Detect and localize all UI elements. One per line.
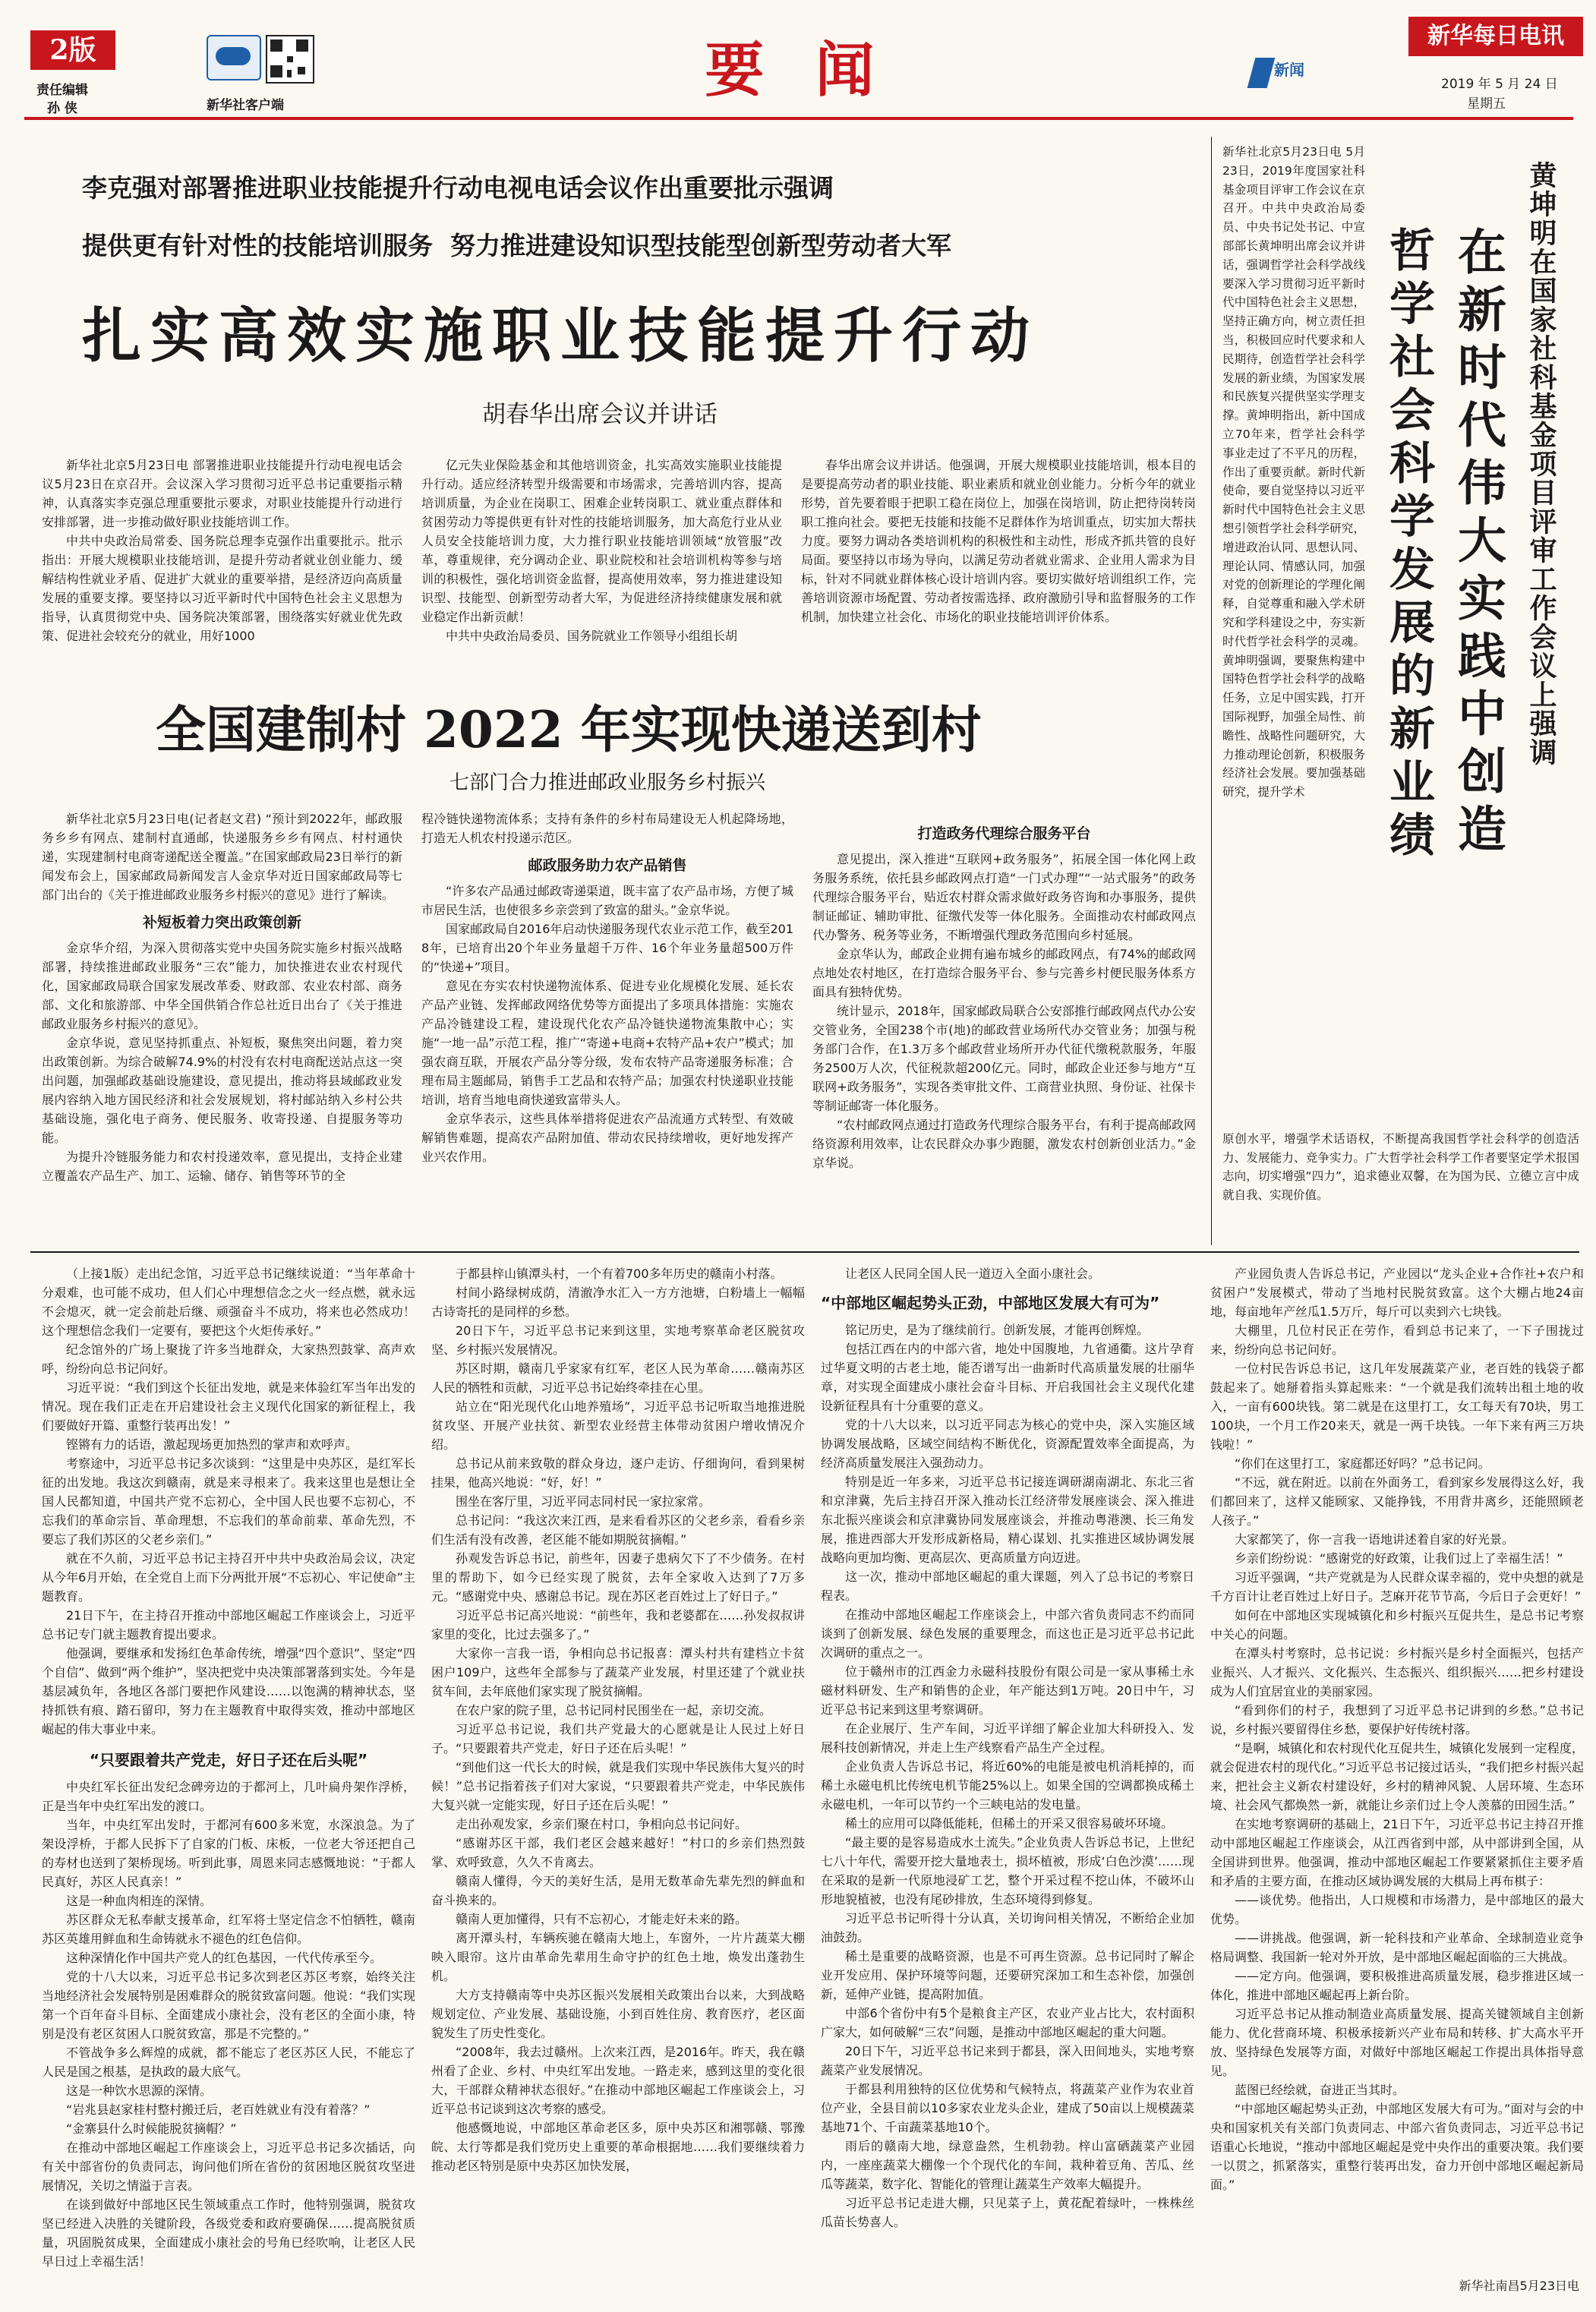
- paper-name: 新华每日电讯: [1427, 23, 1564, 49]
- sidebar-divider: [1211, 137, 1212, 1245]
- paragraph: 大棚里，几位村民正在劳作，看到总书记来了，一下子围拢过来，纷纷向总书记问好。: [1210, 1323, 1584, 1357]
- paragraph: 中部6个省份中有5个是粮食主产区，农业产业占比大，农村面积广家大，如何破解“三农”问题，是推动中部地区崛起的重大问题。: [821, 2006, 1194, 2039]
- paragraph: 乡亲们纷纷说：“感谢党的好政策，让我们过上了幸福生活！”: [1235, 1551, 1563, 1566]
- paragraph: 当年，中央红军出发时，于都河有600多米宽，水深浪急。为了架设浮桥，于都人民拆下了自家的门板、床板，一位老大爷还把自己的寿材也送到了架桥现场。听到此事，周恩来同志感慨地说：“于都人民真好，苏区人民真亲！”: [42, 1818, 415, 1889]
- article2-subhead: 七部门合力推进邮政业服务乡村振兴: [449, 771, 765, 794]
- paragraph: 位于赣州市的江西金力永磁科技股份有限公司是一家从事稀土永磁材料研发、生产和销售的企业，年产能达到1万吨。20日中午，习近平总书记来到这里考察调研。: [821, 1664, 1194, 1717]
- paragraph: 习近平总书记说，我们共产党最大的心愿就是让人民过上好日子。“只要跟着共产党走，好日子还在后头呢！”: [431, 1722, 805, 1755]
- editor-name: 孙 侠: [47, 101, 77, 116]
- paragraph: 围坐在客厅里，习近平同志同村民一家拉家常。: [456, 1494, 711, 1509]
- section-subtitle: 补短板着力突出政策创新: [142, 914, 301, 931]
- paragraph: “金寨县什么时候能脱贫摘帽？”: [66, 2121, 237, 2136]
- paragraph: 中共中央政治局常委、国务院总理李克强作出重要批示。批示指出：开展大规模职业技能培训，是提升劳动者就业创业能力、缓解结构性就业矛盾、促进扩大就业的重要举措，是经济迈向高质量发展的重要支撑。要坚持以习近平新时代中国特色社会主义思想为指导，认真贯彻党中央、国务院决策部署，围绕落实好就业优先政策、促进社会较充分的就业，用好1000: [42, 534, 402, 643]
- paragraph: 离开潭头村，车辆疾驰在赣南大地上，车窗外，一片片蔬菜大棚映入眼帘。这片由革命先辈用生命守护的红色土地，焕发出蓬勃生机。: [431, 1931, 805, 1983]
- paragraph: 金京华表示，这些具体举措将促进农产品流通方式转型、有效破解销售难题，提高农产品附加值、带动农民持续增收，更好地发挥产业兴农作用。: [421, 1112, 793, 1164]
- section-subtitle: “只要跟着共产党走，好日子还在后头呢”: [89, 1751, 368, 1769]
- paragraph: 纪念馆外的广场上聚拢了许多当地群众，大家热烈鼓掌、高声欢呼，纷纷向总书记问好。: [42, 1342, 415, 1376]
- lead-column-3: [801, 456, 1196, 661]
- paragraph: “是啊，城镇化和农村现代化互促共生，城镇化发展到一定程度，就会促进农村的现代化。”习近平总书记接过话头，“我们把乡村振兴起来，把社会主义新农村建设好，乡村的精神风貌、人居环境、生态环境、社会风气都焕然一新，就能让乡亲们过上令人羡慕的田园生活。”: [1210, 1741, 1584, 1812]
- article2-column-1: [42, 809, 402, 1245]
- paragraph: 稀土的应用可以降低能耗，但稀土的开采又很容易破坏环境。: [845, 1816, 1174, 1831]
- paragraph: “农村邮政网点通过打造政务代理综合服务平台，有利于提高邮政网络资源利用效率，让农民群众办事少跑腿，激发农村创新创业活力。”金京华说。: [812, 1118, 1196, 1170]
- paragraph: 不管战争多么辉煌的成就，都不能忘了老区苏区人民，不能忘了人民是国之根基，是执政的最大底气。: [42, 2045, 415, 2079]
- paragraph: 铿锵有力的话语，激起现场更加热烈的掌声和欢呼声。: [66, 1437, 358, 1452]
- lead-column-1: [42, 456, 402, 683]
- paragraph: 为提升冷链服务能力和农村投递效率，意见提出，支持企业建立覆盖农产品生产、加工、运输、储存、销售等环节的全: [42, 1150, 402, 1183]
- news-logo-icon: [1251, 53, 1320, 93]
- xinhua-logo-icon: [207, 35, 261, 80]
- paragraph: 村间小路绿树成荫，清澈净水汇入一方方池塘，白粉墙上一幅幅古诗寄托的是同样的乡愁。: [431, 1285, 805, 1319]
- paragraph: 苏区时期，赣南几乎家家有红军，老区人民为革命……赣南苏区人民的牺牲和贡献，习近平总书记始终牵挂在心里。: [431, 1361, 805, 1395]
- paragraph: 亿元失业保险基金和其他培训资金，扎实高效实施职业技能提升行动。适应经济转型升级需要和市场需求，完善培训内容，提高培训质量，为企业在岗职工、困难企业转岗职工、就业重点群体和贫困劳动力等提供更有针对性的技能培训服务，加大高危行业从业人员安全技能培训力度，大力推行职业技能培训领域“放管服”改革，尊重规律，充分调动企业、职业院校和社会培训机构等参与培训的积极性，强化培训资金监督，提高使用效率，努力推进建设知识型、技能型、创新型劳动者大军，为促进经济持续健康发展和就业稳定作出新贡献！: [421, 458, 782, 624]
- paragraph: 一位村民告诉总书记，这几年发展蔬菜产业，老百姓的钱袋子都鼓起来了。她掰着指头算起账来：“一个就是我们流转出租土地的收入，一亩有600块钱。第二就是在这里打工，女工每天有70块，男工100块，一个月工作20来天，就是一两千块钱。一年下来有两三万块钱啦！”: [1210, 1361, 1584, 1452]
- paragraph: 包括江西在内的中部六省，地处中国腹地，九省通衢。这片孕育过华夏文明的古老土地，能否谱写出一曲新时代高质量发展的壮丽华章，对实现全面建成小康社会奋斗目标、开启我国社会主义现代化建设新征程具有十分重要的意义。: [821, 1342, 1194, 1413]
- article2-column-3: [812, 809, 1196, 1245]
- masthead: [0, 0, 1596, 114]
- section-subtitle: 打造政务代理综合服务平台: [917, 825, 1091, 842]
- client-logo-text: 新华社客户端: [207, 98, 284, 113]
- sidebar-headline-1: 在新时代伟大实践中创造: [1449, 226, 1506, 861]
- paragraph: “2008年，我去过赣州。上次来江西，是2016年。昨天，我在赣州看了企业、乡村、中央红军出发地。一路走来，感到这里的变化很大，干部群众精神状态很好。”在推动中部地区崛起工作座谈会上，习近平总书记谈到这次考察的感受。: [431, 2045, 805, 2116]
- paragraph: ——定方向。他强调，要积极推进高质量发展，稳步推进区域一体化，推进中部地区崛起再上新台阶。: [1210, 1969, 1584, 2002]
- paragraph: 这一次，推动中部地区崛起的重大课题，列入了总书记的考察日程表。: [821, 1569, 1194, 1603]
- paragraph: 他强调，要继承和发扬红色革命传统，增强“四个意识”、坚定“四个自信”、做到“两个维护”，坚决把党中央决策部署落到实处。今年是基层减负年，各地区各部门要把作风建设……以饱满的精神状态，坚持抓铁有痕、踏石留印，努力在主题教育中取得实效，推动中部地区崛起的伟大事业中来。: [42, 1646, 415, 1736]
- sidebar-headline-2: 哲学社会科学发展的新业绩: [1382, 226, 1435, 864]
- masthead-rule: [24, 117, 1573, 120]
- paragraph: 原创水平，增强学术话语权，不断提高我国哲学社会科学的创造活力、发展能力、竞争实力。广大哲学社会科学工作者要坚定学术报国志向，切实增强“四力”，追求德业双馨，在为国为民、立德立言中成就自我、实现价值。: [1222, 1132, 1579, 1202]
- paragraph: 稀土是重要的战略资源，也是不可再生资源。总书记同时了解企业开发应用、保护环境等问题，还要研究深加工和生态补偿，加强创新，延伸产业链，提高附加值。: [821, 1949, 1194, 2001]
- paragraph: “许多农产品通过邮政寄递渠道，既丰富了农产品市场，方便了城市居民生活，也使很多乡亲尝到了致富的甜头。”金京华说。: [421, 884, 793, 917]
- paragraph: 企业负责人告诉总书记，将近60%的电能是被电机消耗掉的，而稀土永磁电机比传统电机节能25%以上。如果全国的空调都换成稀土永磁电机，一年可以节约一个三峡电站的发电量。: [821, 1759, 1194, 1812]
- paragraph: 走出孙观发家，乡亲们聚在村口，争相向总书记问好。: [456, 1817, 748, 1831]
- section-divider: [30, 1251, 1579, 1253]
- paragraph: 习近平强调，“共产党就是为人民群众谋幸福的，党中央想的就是千方百计让老百姓过上好日子。芝麻开花节节高，今后日子会更好！”: [1210, 1570, 1584, 1604]
- lead-kicker-1: 李克强对部署推进职业技能提升行动电视电话会议作出重要批示强调: [82, 173, 834, 203]
- paragraph: 金京华说，意见坚持抓重点、补短板，聚焦突出问题，着力突出政策创新。为综合破解74.9%的村没有农村电商配送站点这一突出问题，加强邮政基础设施建设，意见提出，推动将县域邮政业发展内容纳入地方国民经济和社会发展规划，将村邮站纳入乡村公共基础设施，强化电子商务、便民服务、收寄投递、自提服务等功能。: [42, 1036, 402, 1145]
- paragraph: 这是一种饮水思源的深情。: [66, 2083, 213, 2098]
- article2-headline: 全国建制村 2022 年实现快递送到村: [156, 700, 982, 759]
- paragraph: 中央红军长征出发纪念碑旁边的于都河上，几叶扁舟架作浮桥，正是当年中央红军出发的渡口。: [42, 1780, 415, 1813]
- paragraph: 习近平总书记高兴地说：“前些年，我和老婆都在……孙发叔叔讲家里的变化，比过去强多了。”: [431, 1608, 805, 1642]
- paragraph: 党的十八大以来，习近平总书记多次到老区苏区考察，始终关注当地经济社会发展特别是困难群众的脱贫致富问题。他说：“我们实现第一个百年奋斗目标、全面建成小康社会，没有老区的全面小康，特别是没有老区贫困人口脱贫致富，那是不完整的。”: [42, 1970, 415, 2041]
- lead-kicker-2: 提供更有针对性的技能培训服务 努力推进建设知识型技能型创新型劳动者大军: [82, 231, 951, 260]
- paragraph: 就在不久前，习近平总书记主持召开中共中央政治局会议，决定从今年6月开始，在全党自上而下分两批开展“不忘初心、牢记使命”主题教育。: [42, 1551, 415, 1604]
- paragraph: 意见在夯实农村快递物流体系、促进专业化规模化发展、延长农产品产业链、发挥邮政网络优势等方面提出了多项具体措施：实施农产品冷链建设工程，建设现代化农产品冷链快递物流集散中心；实施“一地一品”示范工程，推广“寄递+电商+农特产品+农户”模式；加强农商互联，开展农产品分等分级，发布农特产品寄递服务标准；合理布局主题邮局，销售手工艺品和农特产品；加强农村快递职业技能培训，培育当地电商快递致富带头人。: [421, 979, 793, 1107]
- sidebar-title: 黄坤明在国家社科基金项目评审工作会议上强调: [1525, 161, 1557, 767]
- paragraph: ——讲挑战。他强调，新一轮科技和产业革命、全球制造业竞争格局调整、我国新一轮对外开放，是中部地区崛起面临的三大挑战。: [1210, 1931, 1584, 1964]
- paragraph: 新华社北京5月23日电 5月23日，2019年度国家社科基金项目评审工作会议在京召开。中共中央政治局委员、中央书记处书记、中宣部部长黄坤明出席会议并讲话，强调哲学社会科学战线要深入学习贯彻习近平新时代中国特色社会主义思想，坚持正确方向，树立责任担当，积极回应时代要求和人民期待，创造哲学社会科学发展的新业绩，为国家发展和民族复兴提供坚实学理支撑。黄坤明指出，新中国成立70年来，哲学社会科学事业走过了不平凡的历程，作出了重要贡献。新时代新使命，要自觉坚持以习近平新时代中国特色社会主义思想引领哲学社会科学研究，增进政治认同、思想认同、理论认同、情感认同，加强对党的创新理论的学理化阐释，自觉尊重和融入学术研究和学科建设之中，夯实新时代哲学社会科学的灵魂。黄坤明强调，要聚焦构建中国特色哲学社会科学的战略任务，立足中国实践，打开国际视野，加强全局性、前瞻性、战略性问题研究，大力推动理论创新，积极服务经济社会发展。要加强基础研究，提升学术: [1222, 145, 1365, 800]
- paragraph: 习近平总书记听得十分认真，关切询问相关情况，不断给企业加油鼓劲。: [821, 1911, 1194, 1945]
- paragraph: “中部地区崛起势头正劲，中部地区发展大有可为。”面对与会的中央和国家机关有关部门负责同志、中部六省负责同志，习近平总书记语重心长地说，“推动中部地区崛起是党中央作出的重要决策。我们要一以贯之，抓紧落实，重整行装再出发，奋力开创中部地区崛起新局面。”: [1210, 2102, 1584, 2192]
- paragraph: 意见提出，深入推进“互联网+政务服务”，拓展全国一体化网上政务服务系统，依托县乡邮政网点打造“一门式办理”“一站式服务”的政务代理综合服务平台，贴近农村群众需求做好政务咨询和办事服务，提供制证邮证、辅助审批、征缴代发等一体化服务。全面推动农村邮政网点代办警务、税务等业务，不断增强代理政务范围向乡村延展。: [812, 852, 1196, 942]
- paragraph: 他感慨地说，中部地区革命老区多，原中央苏区和湘鄂赣、鄂豫皖、太行等都是我们党历史上重要的革命根据地……我们要继续着力推动老区特别是原中央苏区加快发展，: [431, 2121, 805, 2173]
- paragraph: 20日下午，习近平总书记来到这里，实地考察革命老区脱贫攻坚、乡村振兴发展情况。: [431, 1323, 805, 1357]
- paragraph: 产业园负责人告诉总书记，产业园以“龙头企业+合作社+农户和贫困户”发展模式，带动了当地村民脱贫致富。这个大棚占地24亩地，每亩地年产丝瓜1.5万斤，每斤可以卖到六七块钱。: [1210, 1266, 1584, 1319]
- paragraph: 大家你一言我一语，争相向总书记报喜：潭头村共有建档立卡贫困户109户，这些年全部参与了蔬菜产业发展，村里还建了个就业扶贫车间，去年底他们家实现了脱贫摘帽。: [431, 1646, 805, 1699]
- paragraph: （上接1版）走出纪念馆，习近平总书记继续说道：“当年革命十分艰难，也可能不成功，但人们心中理想信念之火一经点燃，就永远不会熄灭，就一定会前赴后继、顽强奋斗不成功，将来也必然成功！这个理想信念我们一定要有，要把这个火炬传承好。”: [42, 1266, 415, 1338]
- paragraph: 蓝图已经绘就，奋进正当其时。: [1235, 2083, 1405, 2097]
- paragraph: 在农户家的院子里，总书记同村民围坐在一起，亲切交流。: [456, 1703, 772, 1717]
- paragraph: 在实地考察调研的基础上，21日下午，习近平总书记主持召开推动中部地区崛起工作座谈会，从江西省到中部，从中部讲到全国，从全国讲到世界。他强调，推动中部地区崛起工作要紧紧抓住主要矛盾和矛盾的主要方面，在推动区域协调发展的大棋局上再布棋子：: [1210, 1817, 1584, 1888]
- bottom-column-2: [431, 1264, 805, 2289]
- paragraph: “你们在这里打工，家庭都还好吗？”总书记问。: [1235, 1456, 1490, 1471]
- article2-column-2: [421, 809, 793, 1245]
- paragraph: 在推动中部地区崛起工作座谈会上，习近平总书记多次插话，向有关中部省份的负责同志，询问他们所在省份的贫困地区脱贫攻坚进展情况，关切之情溢于言表。: [42, 2140, 415, 2193]
- paragraph: “看到你们的村子，我想到了习近平总书记讲到的乡愁。”总书记说，乡村振兴要留得住乡愁，要保护好传统村落。: [1210, 1703, 1584, 1736]
- paragraph: 新华社北京5月23日电(记者赵文君) “预计到2022年，邮政服务乡乡有网点、建制村直通邮，快递服务乡乡有网点、村村通快递，实现建制村电商寄递配送全覆盖。”在国家邮政局23日举行的新闻发布会上，国家邮政局新闻发言人金京华对近日国家邮政局等七部门出台的《关于推进邮政业服务乡村振兴的意见》进行了解读。: [42, 812, 402, 902]
- lead-headline: 扎实高效实施职业技能提升行动: [82, 302, 1039, 371]
- paragraph: 这种深情化作中国共产党人的红色基因，一代代传承至今。: [66, 1951, 383, 1965]
- paragraph: 习近平总书记从推动制造业高质量发展、提高关键领域自主创新能力、优化营商环境、积极承接新兴产业布局和转移、扩大高水平开放、坚持绿色发展等方面，对做好中部地区崛起工作提出具体指导意见。: [1210, 2007, 1584, 2078]
- qr-code-icon: [266, 35, 314, 84]
- paragraph: 在谈到做好中部地区民生领域重点工作时，他特别强调，脱贫攻坚已经进入决胜的关键阶段，各级党委和政府要确保……提高脱贫质量，巩固脱贫成果，全面建成小康社会的号角已经吹响，让老区人民早日过上幸福生活！: [42, 2197, 415, 2269]
- paragraph: 苏区群众无私奉献支援革命，红军将士坚定信念不怕牺牲，赣南苏区英雄用鲜血和生命铸就永不褪色的红色信仰。: [42, 1913, 415, 1946]
- paragraph: 中共中央政治局委员、国务院就业工作领导小组组长胡: [446, 629, 738, 643]
- paragraph: 这是一种血肉相连的深情。: [66, 1894, 213, 1908]
- paragraph: 雨后的赣南大地，绿意盎然，生机勃勃。梓山富硒蔬菜产业园内，一座座蔬菜大棚像一个个现代化的车间，栽种着豆角、苦瓜、丝瓜等蔬菜，数字化、智能化的管理让蔬菜生产效率大幅提升。: [821, 2139, 1194, 2191]
- paragraph: 程冷链快递物流体系；支持有条件的乡村布局建设无人机起降场地，打造无人机农村投递示范区。: [421, 812, 793, 845]
- paragraph: 总书记从前来致敬的群众身边，逐户走访、仔细询问，看到果树挂果，他高兴地说：“好，好！”: [431, 1456, 805, 1490]
- paragraph: 让老区人民同全国人民一道迈入全面小康社会。: [845, 1266, 1101, 1281]
- paragraph: 统计显示，2018年，国家邮政局联合公安部推行邮政网点代办公安交管业务，全国238个市(地)的邮政营业场所代办交管业务；加强与税务部门合作，在1.3万多个邮政营业场所开办代征代缴税款服务，年服务2500万人次，代征税款超200亿元。同时，邮政企业还参与地方“互联网+政务服务”，实现各类审批文件、工商营业执照、身份证、社保卡等制证邮寄一体化服务。: [812, 1004, 1196, 1113]
- lead-column-2: [421, 456, 782, 683]
- paragraph: 考察途中，习近平总书记多次谈到：“这里是中央苏区，是红军长征的出发地。我这次到赣南，就是来寻根来了。我来这里也是想让全国人民都知道，中国共产党不忘初心，全中国人民也要不忘初心，不忘我们的革命宗旨、革命理想，不忘我们的革命前辈、革命先烈，不要忘了我们苏区的父老乡亲们。”: [42, 1456, 415, 1547]
- bottom-column-3: [821, 1264, 1194, 2289]
- issue-weekday: 星期五: [1467, 96, 1506, 112]
- paragraph: 金京华认为，邮政企业拥有遍布城乡的邮政网点，有74%的邮政网点地处农村地区，在打造综合服务平台、参与完善乡村便民服务体系方面具有独特优势。: [812, 947, 1196, 999]
- paragraph: “最主要的是容易造成水土流失。”企业负责人告诉总书记，上世纪七八十年代，需要开挖大量地表土，损坏植被，形成‘白色沙漠’……现在采取的是新一代原地浸矿工艺，整个开采过程不挖山体，不破坏山形地貌植被，也没有尾砂排放，生态环境得到修复。: [821, 1835, 1194, 1907]
- paragraph: 党的十八大以来，以习近平同志为核心的党中央，深入实施区域协调发展战略，区域空间结构不断优化，资源配置效率全面提高，为经济高质量发展注入强劲动力。: [821, 1418, 1194, 1470]
- paragraph: 习近平总书记走进大棚，只见菜子上，黄花配着绿叶，一株株丝瓜苗长势喜人。: [821, 2196, 1194, 2229]
- sidebar-bottom-text: [1222, 1130, 1579, 1240]
- paragraph: 如何在中部地区实现城镇化和乡村振兴互促共生，是总书记考察中关心的问题。: [1210, 1608, 1584, 1642]
- paragraph: 站立在“阳光现代化山地养殖场”，习近平总书记听取当地推进脱贫攻坚、开展产业扶贫、新型农业经营主体带动贫困户增收情况介绍。: [431, 1399, 805, 1452]
- paragraph: “不远，就在附近。以前在外面务工，看到家乡发展得这么好，我们都回来了，这样又能顾家、又能挣钱，不用背井离乡，还能照顾老人孩子。”: [1210, 1475, 1584, 1528]
- paragraph: 于都县利用独特的区位优势和气候特点，将蔬菜产业作为农业首位产业，全县目前以10多家农业龙头企业，建成了50亩以上规模蔬菜基地71个、千亩蔬菜基地10个。: [821, 2082, 1194, 2134]
- paragraph: 习近平说：“我们到这个长征出发地，就是来体验红军当年出发的情况。现在我们正走在开启建设社会主义现代化国家的新征程上，我们要做好开篇、重整行装再出发！”: [42, 1380, 415, 1433]
- paragraph: 在推动中部地区崛起工作座谈会上，中部六省负责同志不约而同谈到了创新发展、绿色发展的重要理念，而这也正是习近平总书记此次调研的重点之一。: [821, 1607, 1194, 1660]
- paragraph: 大方支持赣南等中央苏区振兴发展相关政策出台以来，大到战略规划定位、产业发展、基础设施，小到百姓住房、教育医疗，老区面貌发生了历史性变化。: [431, 1988, 805, 2040]
- paragraph: “岩兆县赵家桂村整村搬迁后，老百姓就业有没有着落？”: [66, 2102, 371, 2117]
- section-subtitle: “中部地区崛起势头正劲，中部地区发展大有可为”: [821, 1294, 1160, 1312]
- paragraph: 新华社北京5月23日电 部署推进职业技能提升行动电视电话会议5月23日在京召开。会议深入学习贯彻习近平总书记重要指示精神，认真落实李克强总理重要批示要求，对职业技能提升行动进行安排部署，进一步推动做好职业技能培训工作。: [42, 458, 402, 529]
- paragraph: 于都县梓山镇潭头村，一个有着700多年历史的赣南小村落。: [456, 1266, 783, 1281]
- paragraph: ——谈优势。他指出，人口规模和市场潜力，是中部地区的最大优势。: [1210, 1893, 1584, 1926]
- paragraph: 赣南人更加懂得，只有不忘初心，才能走好未来的路。: [456, 1912, 748, 1926]
- section-subtitle: 邮政服务助力农产品销售: [528, 857, 687, 874]
- section-title: 要 闻: [705, 36, 890, 105]
- bottom-column-1: [42, 1264, 415, 2289]
- issue-date: 2019 年 5 月 24 日: [1441, 77, 1558, 92]
- lead-subhead: 胡春华出席会议并讲话: [482, 401, 718, 428]
- paragraph: 21日下午，在主持召开推动中部地区崛起工作座谈会上，习近平总书记专门就主题教育提出要求。: [42, 1608, 415, 1642]
- paragraph: 国家邮政局自2016年启动快递服务现代农业示范工作，截至2018年，已培育出20个年业务量超千万件、16个年业务量超500万件的“快递+”项目。: [421, 922, 793, 974]
- paragraph: 金京华介绍，为深入贯彻落实党中央国务院实施乡村振兴战略部署，持续推进邮政业服务“三农”能力，加快推进农业农村现代化，国家邮政局联合国家发展改革委、财政部、农业农村部、商务部、文化和旅游部、中华全国供销合作总社近日出台了《关于推进邮政业服务乡村振兴的意见》。: [42, 941, 402, 1031]
- news-logo-text: 新闻: [1274, 61, 1304, 79]
- paragraph: 孙观发告诉总书记，前些年，因妻子患病欠下了不少债务。在村里的帮助下，如今已经实现了脱贫，去年全家收入达到了7万多元。“感谢党中央、感谢总书记。现在苏区老百姓过上了好日子。”: [431, 1551, 805, 1604]
- paragraph: 在企业展厅、生产车间，习近平详细了解企业加大科研投入、发展科技创新情况，并走上生产线察看产品生产全过程。: [821, 1721, 1194, 1755]
- paragraph: 赣南人懂得，今天的美好生活，是用无数革命先辈先烈的鲜血和奋斗换来的。: [431, 1874, 805, 1907]
- editor-label: 责任编辑: [36, 83, 88, 98]
- paragraph: 铭记历史，是为了继续前行。创新发展，才能再创辉煌。: [845, 1323, 1150, 1337]
- paragraph: 20日下午，习近平总书记来到于都县，深入田间地头，实地考察蔬菜产业发展情况。: [821, 2044, 1194, 2077]
- bottom-column-4: [1210, 1264, 1584, 2270]
- paragraph: 春华出席会议并讲话。他强调，开展大规模职业技能培训，根本目的是要提高劳动者的职业技能、职业素质和就业创业能力。分析今年的就业形势，首先要着眼于把职工稳在岗位上，加强在岗培训，防止把待岗转岗职工推向社会。要把无技能和技能不足群体作为培训重点，切实加大帮扶力度。要努力调动各类培训机构的积极性和主动性，形成齐抓共管的良好局面。要坚持以市场为导向，以满足劳动者就业需求、企业用人需求为目标，针对不同就业群体核心设计培训内容。要切实做好培训组织工作，完善培训资源市场配置、劳动者按需选择、政府激励引导和监督服务的工作机制，加快建立社会化、市场化的职业技能培训评价体系。: [801, 458, 1196, 624]
- paragraph: 大家都笑了，你一言我一语地讲述着自家的好光景。: [1235, 1532, 1515, 1547]
- paragraph: “到他们这一代长大的时候，就是我们实现中华民族伟大复兴的时候！”总书记指着孩子们对大家说，“只要跟着共产党走，中华民族伟大复兴就一定能实现，好日子还在后头呢！”: [431, 1760, 805, 1812]
- paragraph: “感谢苏区干部，我们老区会越来越好！”村口的乡亲们热烈鼓掌、欢呼致意，久久不肯离去。: [431, 1836, 805, 1869]
- paragraph: 总书记问：“我这次来江西，是来看看苏区的父老乡亲，看看乡亲们生活有没有改善，老区能不能如期脱贫摘帽。”: [431, 1513, 805, 1547]
- bottom-dateline: 新华社南昌5月23日电: [1459, 2279, 1579, 2293]
- paragraph: 在潭头村考察时，总书记说：乡村振兴是乡村全面振兴，包括产业振兴、人才振兴、文化振兴、生态振兴、组织振兴……把乡村建设成为人们宜居宜业的美丽家园。: [1210, 1646, 1584, 1699]
- paragraph: 特别是近一年多来，习近平总书记接连调研湖南湖北、东北三省和京津冀，先后主持召开深入推动长江经济带发展座谈会、深入推进东北振兴座谈会和京津冀协同发展座谈会，并推动粤港澳、长三角发展，推进西部大开发形成新格局，精心谋划、扎实推进区域协调发展战略向更加均衡、更高层次、更高质量方向迈进。: [821, 1475, 1194, 1565]
- sidebar-narrow-text: [1222, 143, 1365, 1127]
- page-number: 2版: [49, 34, 96, 66]
